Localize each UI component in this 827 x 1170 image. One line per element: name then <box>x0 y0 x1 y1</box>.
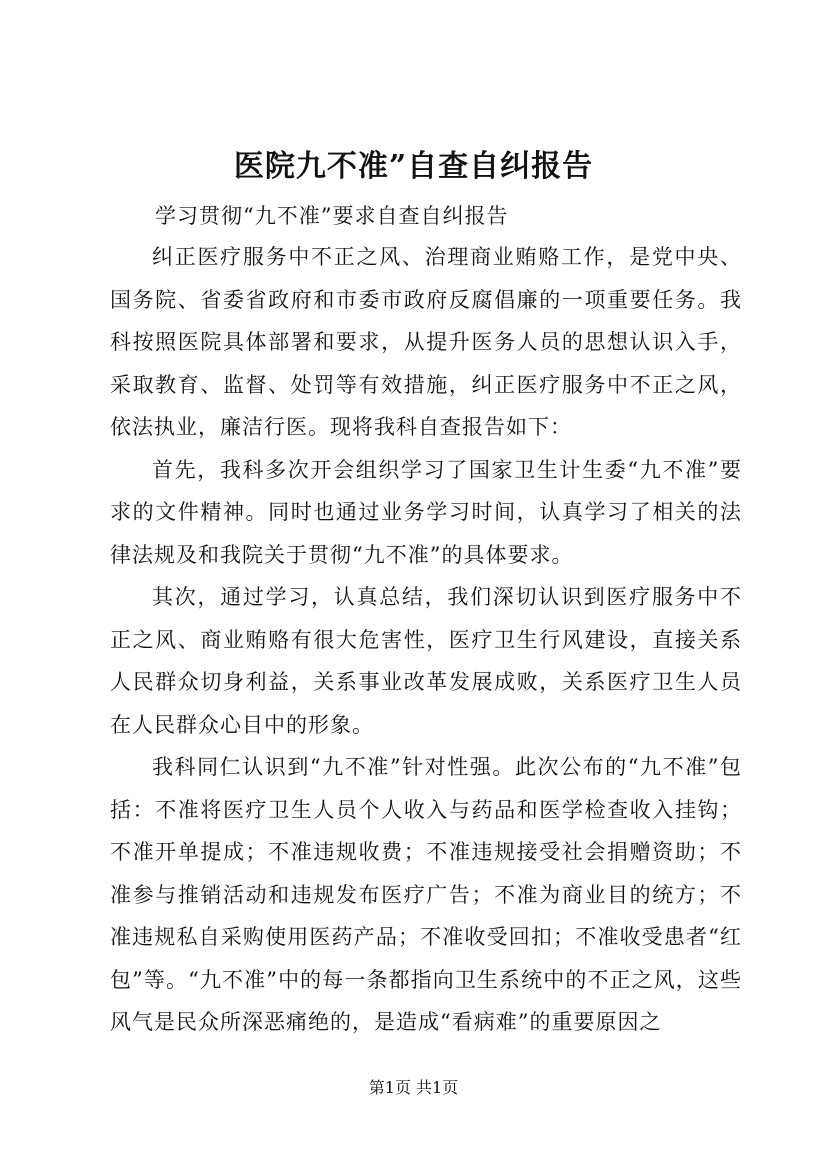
paragraph: 首先，我科多次开会组织学习了国家卫生计生委“九不准”要求的文件精神。同时也通过业务学习时间，认真学习了相关的法律法规及和我院关于贯彻“九不准”的具体要求。 <box>110 457 742 567</box>
document-subtitle: 学习贯彻“九不准”要求自查自纠报告 <box>155 204 509 228</box>
paragraph: 我科同仁认识到“九不准”针对性强。此次公布的“九不准”包括：不准将医疗卫生人员个人收入与药品和医学检查收入挂钩；不准开单提成；不准违规收费；不准违规接受社会捐赠资助；不准参与推销活动和违规发布医疗广告；不准为商业目的统方；不准违规私自采购使用医药产品；不准收受回扣；不准收受患者“红包”等。“九不准”中的每一条都指向卫生系统中的不正之风，这些风气是民众所深恶痛绝的，是造成“看病难”的重要原因之 <box>110 755 742 1034</box>
paragraph: 其次，通过学习，认真总结，我们深切认识到医疗服务中不正之风、商业贿赂有很大危害性，医疗卫生行风建设，直接关系人民群众切身利益，关系事业改革发展成败，关系医疗卫生人员在人民群众心目中的形象。 <box>110 585 742 737</box>
document-body <box>110 236 742 1044</box>
page-footer: 第1页 共1页 <box>368 1078 459 1097</box>
paragraph: 纠正医疗服务中不正之风、治理商业贿赂工作，是党中央、国务院、省委省政府和市委市政府反腐倡廉的一项重要任务。我科按照医院具体部署和要求，从提升医务人员的思想认识入手，采取教育、监督、处罚等有效措施，纠正医疗服务中不正之风，依法执业，廉洁行医。现将我科自查报告如下： <box>110 245 742 439</box>
document-title: 医院九不准”自查自纠报告 <box>233 149 594 184</box>
